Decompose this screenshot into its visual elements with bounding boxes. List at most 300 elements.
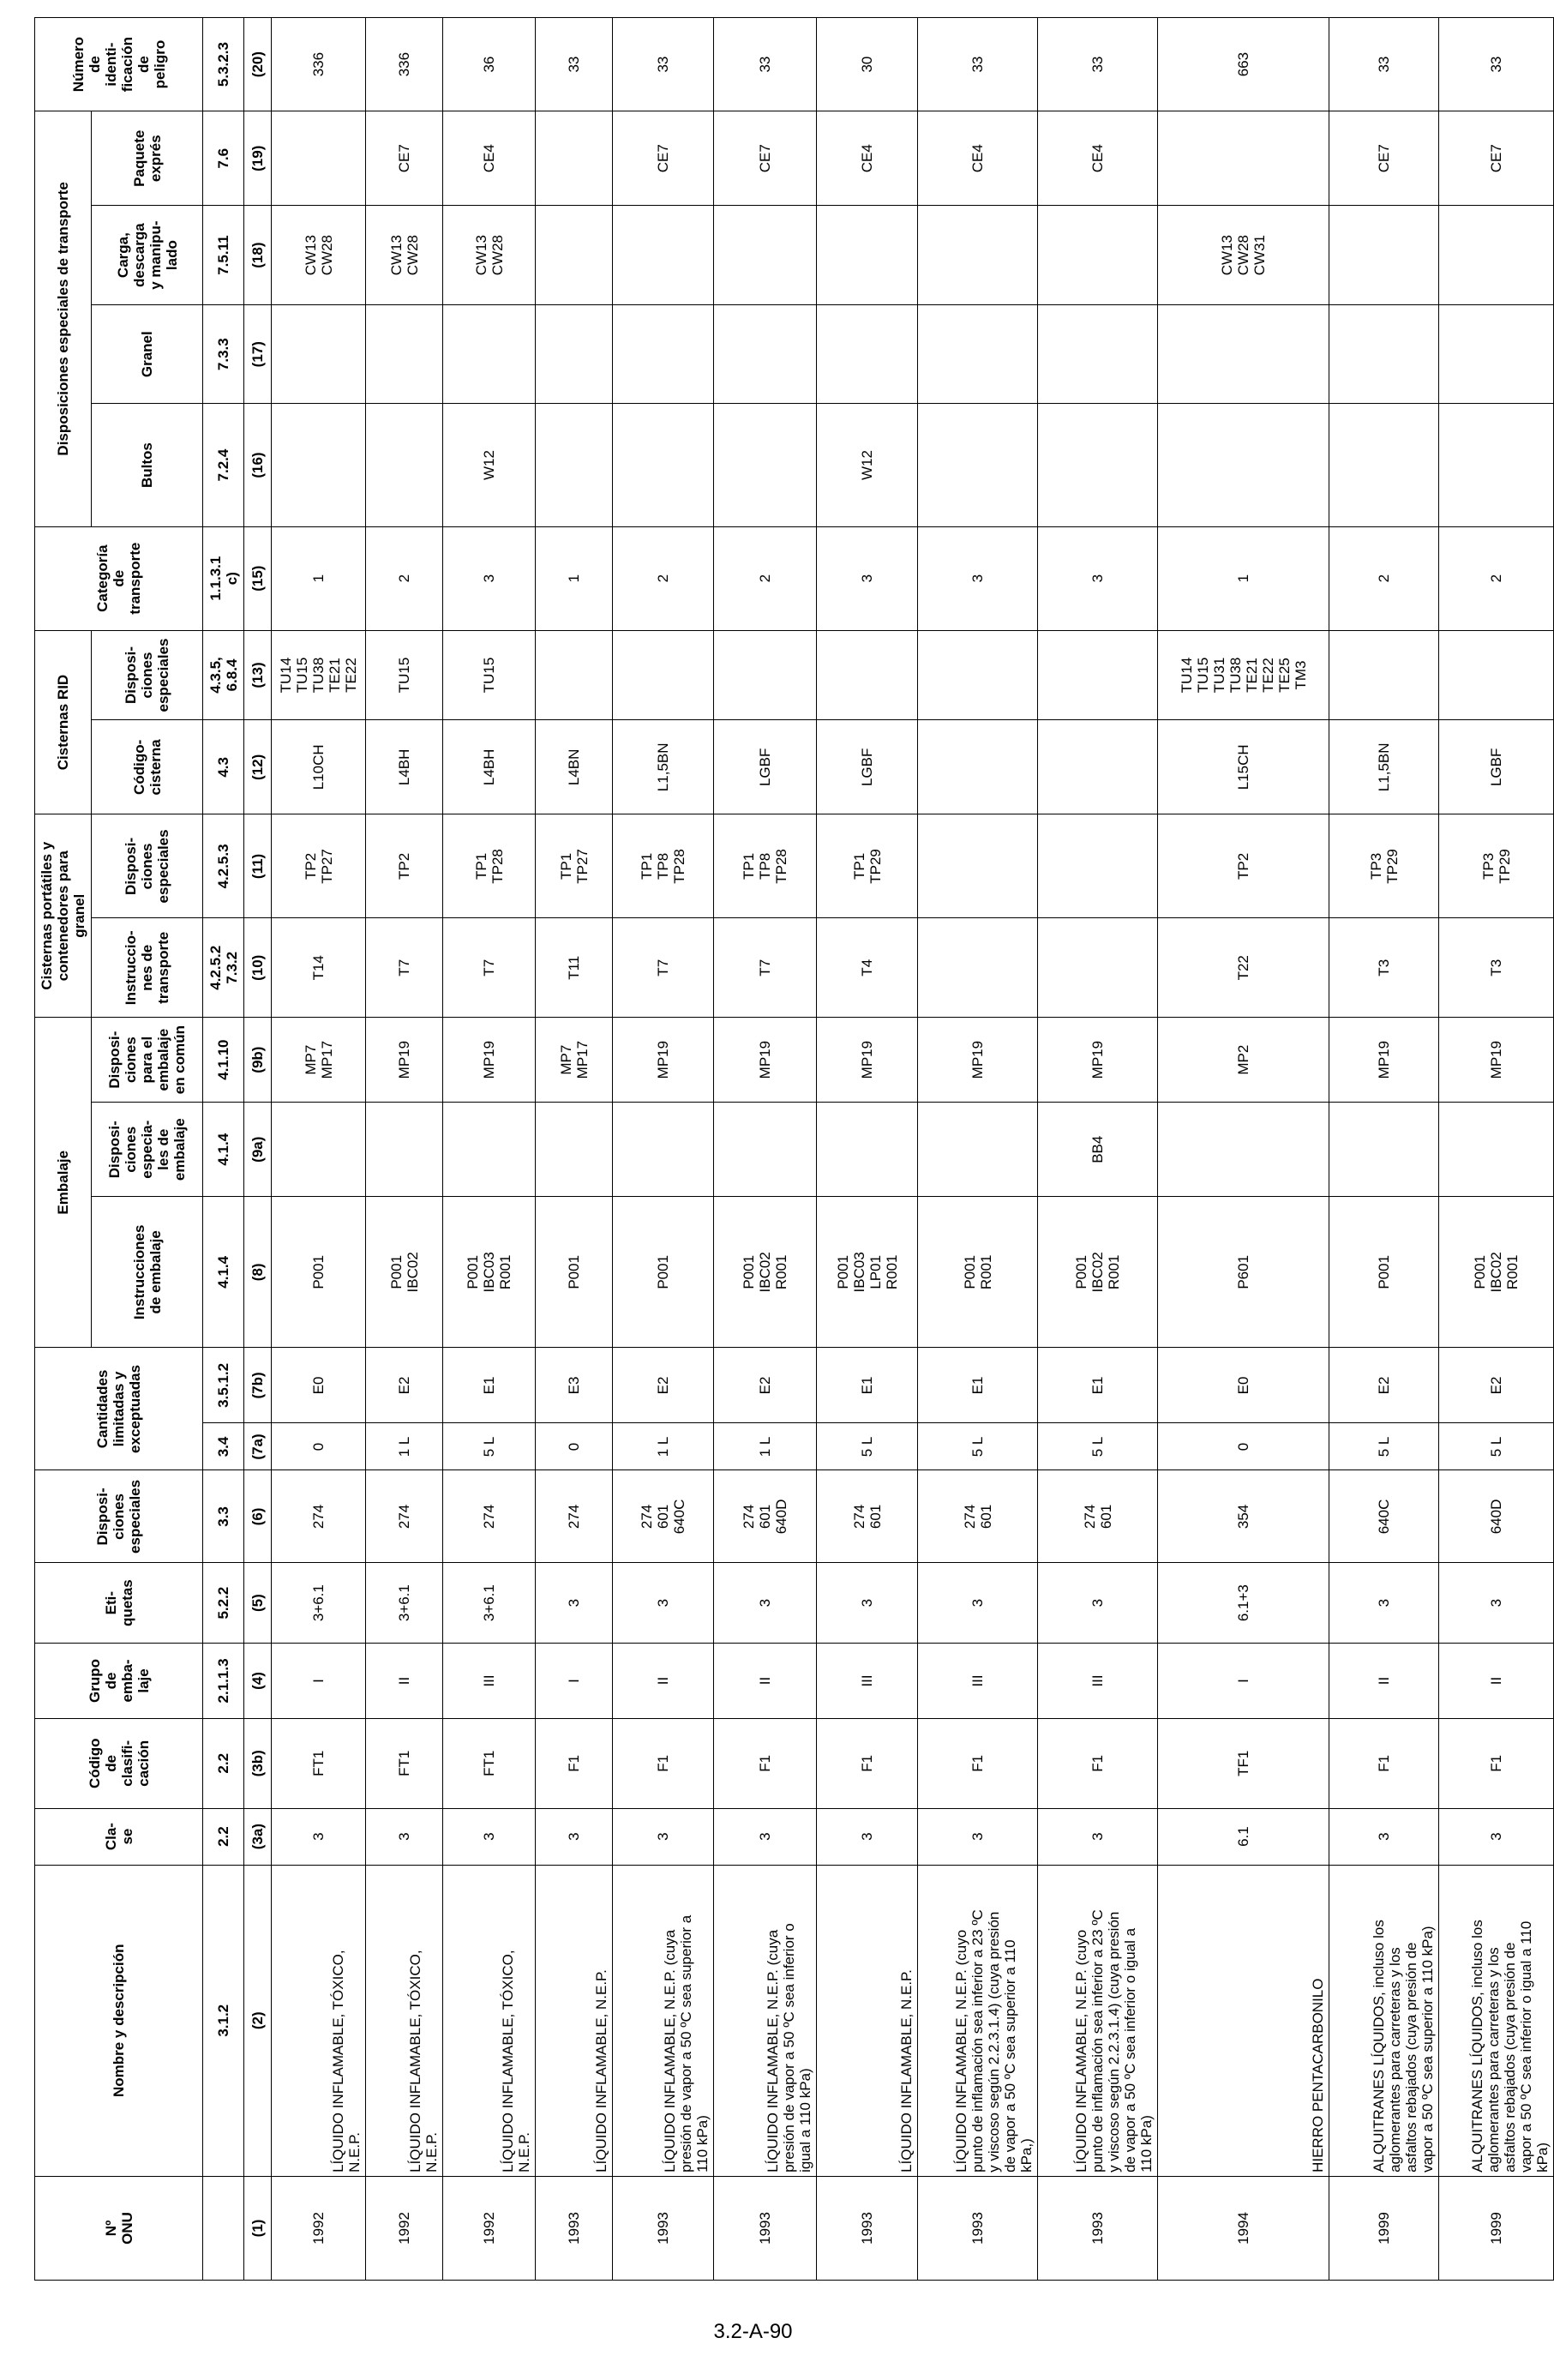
header-grupo: Grupo de emba- laje (35, 1643, 203, 1718)
data-cell: CE4 (817, 111, 918, 206)
substance-name-cell: LÍQUIDO INFLAMABLE, N.E.P. (cuya presión de vapor a 50 ºC sea inferior o igual a 110 kPa) (714, 1865, 817, 2176)
data-cell: 3 (443, 1808, 536, 1865)
colnum-cell: (11) (244, 814, 272, 918)
data-cell: 3 (272, 1808, 366, 1865)
data-cell: 1999 (1329, 2176, 1439, 2280)
data-cell (272, 1103, 366, 1197)
colnum-cell: (3a) (244, 1808, 272, 1865)
data-cell: TF1 (1158, 1718, 1329, 1808)
data-cell: F1 (1439, 1718, 1554, 1808)
data-cell (817, 630, 918, 720)
ref-cell: 5.2.2 (203, 1563, 244, 1644)
data-cell (613, 304, 714, 404)
data-cell: P001 IBC02 R001 (1038, 1197, 1158, 1348)
colnum-cell: (6) (244, 1470, 272, 1563)
data-cell: CE7 (1329, 111, 1439, 206)
colnum-cell: (2) (244, 1865, 272, 2176)
data-cell: 663 (1158, 18, 1329, 111)
data-cell: 3 (536, 1808, 613, 1865)
data-cell: 1 (1158, 526, 1329, 630)
ref-cell: 2.2 (203, 1718, 244, 1808)
data-cell: 640C (1329, 1470, 1439, 1563)
data-cell (918, 206, 1038, 305)
colnum-cell: (3b) (244, 1718, 272, 1808)
table-row (366, 18, 443, 2281)
table-row (613, 18, 714, 2281)
data-cell: 5 L (1439, 1423, 1554, 1470)
data-cell: 3+6.1 (272, 1563, 366, 1644)
data-cell: 1999 (1439, 2176, 1554, 2280)
data-cell: E0 (272, 1348, 366, 1423)
data-cell: P001 (536, 1197, 613, 1348)
ref-cell: 1.1.3.1 c) (203, 526, 244, 630)
data-cell: T11 (536, 918, 613, 1018)
data-cell (1038, 404, 1158, 526)
data-cell: TP1 TP8 TP28 (613, 814, 714, 918)
rotated-table-container (34, 17, 1551, 2281)
data-cell: 1993 (714, 2176, 817, 2280)
data-cell: E1 (918, 1348, 1038, 1423)
ref-cell: 3.5.1.2 (203, 1348, 244, 1423)
data-cell (1329, 1103, 1439, 1197)
table-row (1158, 18, 1329, 2281)
header-cisternas-rid: Cisternas RID (35, 630, 92, 814)
colnum-cell: (1) (244, 2176, 272, 2280)
data-cell: 33 (918, 18, 1038, 111)
data-cell: 30 (817, 18, 918, 111)
data-cell: III (918, 1643, 1038, 1718)
data-cell (1038, 304, 1158, 404)
data-cell (1038, 918, 1158, 1018)
ref-cell: 7.5.11 (203, 206, 244, 305)
data-cell: E1 (443, 1348, 536, 1423)
data-cell: 1 L (366, 1423, 443, 1470)
data-cell: 3 (918, 1808, 1038, 1865)
data-cell: F1 (1329, 1718, 1439, 1808)
header-carga: Carga, descarga y manipu- lado (92, 206, 203, 305)
data-cell: 2 (714, 526, 817, 630)
data-cell (613, 404, 714, 526)
data-cell: 274 (272, 1470, 366, 1563)
header-numero-id: Número de identi- ficación de peligro (35, 18, 203, 111)
data-cell (918, 630, 1038, 720)
table-row (1329, 18, 1439, 2281)
data-cell: 1993 (1038, 2176, 1158, 2280)
data-cell (918, 304, 1038, 404)
data-cell: 1992 (443, 2176, 536, 2280)
data-cell: 3 (714, 1563, 817, 1644)
data-cell: MP19 (613, 1018, 714, 1103)
table-row (918, 18, 1038, 2281)
colnum-cell: (9a) (244, 1103, 272, 1197)
colnum-cell: (4) (244, 1643, 272, 1718)
data-cell (536, 206, 613, 305)
data-cell: F1 (1038, 1718, 1158, 1808)
substance-name-cell: LÍQUIDO INFLAMABLE, N.E.P. (817, 1865, 918, 2176)
data-cell (536, 111, 613, 206)
colnum-cell: (10) (244, 918, 272, 1018)
header-name: Nombre y descripción (35, 1865, 203, 2176)
table-row (817, 18, 918, 2281)
column-number-row (244, 18, 272, 2281)
data-cell: P001 (1329, 1197, 1439, 1348)
data-cell: 33 (536, 18, 613, 111)
data-cell: 336 (272, 18, 366, 111)
ref-cell: 3.1.2 (203, 1865, 244, 2176)
data-cell (1439, 1103, 1554, 1197)
data-cell: 3 (443, 526, 536, 630)
data-cell: TP2 (366, 814, 443, 918)
colnum-cell: (20) (244, 18, 272, 111)
header-disp-esp-rid: Disposi- ciones especiales (92, 630, 203, 720)
data-cell: 274 601 (1038, 1470, 1158, 1563)
data-cell: TP1 TP8 TP28 (714, 814, 817, 918)
data-cell: 3 (918, 1563, 1038, 1644)
data-cell: E2 (1439, 1348, 1554, 1423)
data-cell: CE4 (1038, 111, 1158, 206)
colnum-cell: (5) (244, 1563, 272, 1644)
data-cell: 640D (1439, 1470, 1554, 1563)
data-cell: 274 601 (817, 1470, 918, 1563)
data-cell: E0 (1158, 1348, 1329, 1423)
data-cell: 2 (1439, 526, 1554, 630)
data-cell: CW13 CW28 CW31 (1158, 206, 1329, 305)
header-paquete: Paquete exprés (92, 111, 203, 206)
data-cell: W12 (443, 404, 536, 526)
header-cantidades: Cantidades limitadas y exceptuadas (35, 1348, 203, 1470)
data-cell (366, 404, 443, 526)
data-cell: FT1 (366, 1718, 443, 1808)
header-instr-emb: Instrucciones de embalaje (92, 1197, 203, 1348)
data-cell: 3 (1329, 1563, 1439, 1644)
data-cell: 5 L (443, 1423, 536, 1470)
data-cell: F1 (613, 1718, 714, 1808)
colnum-cell: (16) (244, 404, 272, 526)
substance-name-cell: HIERRO PENTACARBONILO (1158, 1865, 1329, 2176)
data-cell: E1 (1038, 1348, 1158, 1423)
data-cell: II (366, 1643, 443, 1718)
data-cell: P001 (613, 1197, 714, 1348)
data-cell: TP1 TP29 (817, 814, 918, 918)
data-cell: E2 (366, 1348, 443, 1423)
data-cell: CE7 (714, 111, 817, 206)
data-cell: CW13 CW28 (366, 206, 443, 305)
data-cell (1038, 814, 1158, 918)
data-cell: I (536, 1643, 613, 1718)
ref-cell: 2.1.1.3 (203, 1643, 244, 1718)
data-cell: 0 (536, 1423, 613, 1470)
data-cell: 3 (817, 526, 918, 630)
data-cell (918, 1103, 1038, 1197)
data-cell: TP1 TP27 (536, 814, 613, 918)
data-cell: 3 (613, 1808, 714, 1865)
substance-name-cell: LÍQUIDO INFLAMABLE, TÓXICO, N.E.P. (272, 1865, 366, 2176)
data-cell: L1,5BN (1329, 720, 1439, 814)
data-cell (366, 1103, 443, 1197)
colnum-cell: (7a) (244, 1423, 272, 1470)
colnum-cell: (13) (244, 630, 272, 720)
data-cell: II (1329, 1643, 1439, 1718)
data-cell: MP19 (1439, 1018, 1554, 1103)
data-cell: E2 (714, 1348, 817, 1423)
data-cell: 1994 (1158, 2176, 1329, 2280)
data-cell (1439, 304, 1554, 404)
data-cell (1158, 404, 1329, 526)
data-cell (536, 1103, 613, 1197)
data-cell (1038, 206, 1158, 305)
data-cell (1038, 630, 1158, 720)
data-cell: T22 (1158, 918, 1329, 1018)
dangerous-goods-table (34, 17, 1554, 2281)
substance-name-cell: ALQUITRANES LÍQUIDOS, incluso los aglomerantes para carreteras y los asfaltos rebajados (cuya presión de vapor a 50 ºC sea inferior o igual a 110 kPa) (1439, 1865, 1554, 2176)
data-cell: I (1158, 1643, 1329, 1718)
data-cell (714, 404, 817, 526)
data-cell (613, 630, 714, 720)
data-cell: 0 (272, 1423, 366, 1470)
data-cell: P001 IBC03 R001 (443, 1197, 536, 1348)
table-row (1439, 18, 1554, 2281)
data-cell: T4 (817, 918, 918, 1018)
colnum-cell: (19) (244, 111, 272, 206)
data-cell: T14 (272, 918, 366, 1018)
data-cell: F1 (918, 1718, 1038, 1808)
data-cell: MP2 (1158, 1018, 1329, 1103)
ref-cell: 7.2.4 (203, 404, 244, 526)
ref-cell: 7.6 (203, 111, 244, 206)
header-granel: Granel (92, 304, 203, 404)
data-cell: CE4 (918, 111, 1038, 206)
data-cell: 1 (272, 526, 366, 630)
data-cell: 3 (1038, 1563, 1158, 1644)
data-cell (1329, 304, 1439, 404)
data-cell (1158, 1103, 1329, 1197)
data-cell: W12 (817, 404, 918, 526)
data-cell: T7 (714, 918, 817, 1018)
data-cell: MP7 MP17 (272, 1018, 366, 1103)
data-cell: CE4 (443, 111, 536, 206)
data-cell: 6.1+3 (1158, 1563, 1329, 1644)
data-cell: 274 601 640C (613, 1470, 714, 1563)
data-cell: TP3 TP29 (1329, 814, 1439, 918)
header-disp-transp: Disposiciones especiales de transporte (35, 111, 92, 526)
data-cell: MP19 (714, 1018, 817, 1103)
data-cell: 1993 (536, 2176, 613, 2280)
data-cell: 3 (366, 1808, 443, 1865)
data-cell (1038, 720, 1158, 814)
data-cell: L4BN (536, 720, 613, 814)
substance-name-cell: LÍQUIDO INFLAMABLE, N.E.P. (536, 1865, 613, 2176)
data-cell: CW13 CW28 (272, 206, 366, 305)
data-cell: 336 (366, 18, 443, 111)
table-row (443, 18, 536, 2281)
data-cell: 3 (1439, 1808, 1554, 1865)
data-cell: CE7 (366, 111, 443, 206)
data-cell: 3+6.1 (366, 1563, 443, 1644)
data-cell: 1992 (366, 2176, 443, 2280)
table-row (536, 18, 613, 2281)
header-instr-transp: Instruccio- nes de transporte (92, 918, 203, 1018)
header-etiquetas: Eti- quetas (35, 1563, 203, 1644)
data-cell: II (714, 1643, 817, 1718)
data-cell: BB4 (1038, 1103, 1158, 1197)
data-cell: MP19 (1329, 1018, 1439, 1103)
data-cell: E2 (1329, 1348, 1439, 1423)
data-cell: FT1 (443, 1718, 536, 1808)
data-cell (1329, 404, 1439, 526)
ref-cell: 4.2.5.2 7.3.2 (203, 918, 244, 1018)
data-cell (817, 206, 918, 305)
data-cell: 1992 (272, 2176, 366, 2280)
data-cell (817, 1103, 918, 1197)
data-cell: 33 (613, 18, 714, 111)
header-codigo-cist: Código- cisterna (92, 720, 203, 814)
data-cell (613, 206, 714, 305)
data-cell: P001 IBC02 R001 (1439, 1197, 1554, 1348)
data-cell (918, 918, 1038, 1018)
data-cell: TP2 TP27 (272, 814, 366, 918)
data-cell (1439, 206, 1554, 305)
data-cell: MP7 MP17 (536, 1018, 613, 1103)
data-cell: LGBF (817, 720, 918, 814)
data-cell: TU14 TU15 TU38 TE21 TE22 (272, 630, 366, 720)
data-cell: MP19 (443, 1018, 536, 1103)
ref-cell: 3.3 (203, 1470, 244, 1563)
data-cell (272, 304, 366, 404)
header-disp-comun: Disposi- ciones para el embalaje en común (92, 1018, 203, 1103)
data-cell: T7 (443, 918, 536, 1018)
data-cell: L15CH (1158, 720, 1329, 814)
data-cell: MP19 (366, 1018, 443, 1103)
ref-cell: 2.2 (203, 1808, 244, 1865)
data-cell: 274 601 640D (714, 1470, 817, 1563)
header-clase: Cla- se (35, 1808, 203, 1865)
data-cell: P001 IBC03 LP01 R001 (817, 1197, 918, 1348)
data-cell (918, 720, 1038, 814)
data-cell (443, 304, 536, 404)
data-cell (1158, 304, 1329, 404)
data-cell: 1993 (613, 2176, 714, 2280)
ref-cell: 4.2.5.3 (203, 814, 244, 918)
data-cell: P001 (272, 1197, 366, 1348)
data-cell: TP2 (1158, 814, 1329, 918)
data-cell: 33 (1038, 18, 1158, 111)
ref-cell: 4.1.4 (203, 1197, 244, 1348)
ref-cell: 7.3.3 (203, 304, 244, 404)
colnum-cell: (15) (244, 526, 272, 630)
ref-cell: 4.1.10 (203, 1018, 244, 1103)
table-row (272, 18, 366, 2281)
data-cell: 5 L (1038, 1423, 1158, 1470)
data-cell: 3 (918, 526, 1038, 630)
data-cell (714, 304, 817, 404)
header-onu: Nº ONU (35, 2176, 203, 2280)
data-cell: 33 (1439, 18, 1554, 111)
data-cell: P601 (1158, 1197, 1329, 1348)
data-cell (443, 1103, 536, 1197)
data-cell: 3 (1038, 1808, 1158, 1865)
data-cell: LGBF (1439, 720, 1554, 814)
data-cell: F1 (817, 1718, 918, 1808)
header-disp-esp-emb: Disposi- ciones especia- les de embalaje (92, 1103, 203, 1197)
data-cell: 1 L (714, 1423, 817, 1470)
data-cell: 3 (817, 1563, 918, 1644)
data-cell (1329, 630, 1439, 720)
data-cell (536, 630, 613, 720)
data-cell (918, 814, 1038, 918)
data-cell (1329, 206, 1439, 305)
header-disp-esp: Disposi- ciones especiales (35, 1470, 203, 1563)
data-cell: 33 (1329, 18, 1439, 111)
data-cell: L4BH (366, 720, 443, 814)
data-cell: F1 (714, 1718, 817, 1808)
data-cell (536, 304, 613, 404)
data-cell: P001 R001 (918, 1197, 1038, 1348)
data-cell: L10CH (272, 720, 366, 814)
data-cell (1439, 404, 1554, 526)
data-cell: L4BH (443, 720, 536, 814)
substance-name-cell: ALQUITRANES LÍQUIDOS, incluso los aglomerantes para carreteras y los asfaltos rebajados (cuya presión de vapor a 50 ºC sea superior a 110 kPa) (1329, 1865, 1439, 2176)
data-cell: 274 (536, 1470, 613, 1563)
header-embalaje: Embalaje (35, 1018, 92, 1348)
data-cell: TP1 TP28 (443, 814, 536, 918)
data-cell: T7 (366, 918, 443, 1018)
data-cell (366, 304, 443, 404)
colnum-cell: (9b) (244, 1018, 272, 1103)
substance-name-cell: LÍQUIDO INFLAMABLE, N.E.P. (cuyo punto de inflamación sea inferior a 23 ºC y viscoso según 2.2.3.1.4) (cuya presión de vapor a 50 ºC sea inferior o igual a 110 kPa) (1038, 1865, 1158, 2176)
data-cell (714, 630, 817, 720)
data-cell: LGBF (714, 720, 817, 814)
data-cell: 3 (1329, 1808, 1439, 1865)
data-cell: II (613, 1643, 714, 1718)
data-cell: CW13 CW28 (443, 206, 536, 305)
data-cell: 5 L (918, 1423, 1038, 1470)
data-cell: FT1 (272, 1718, 366, 1808)
data-cell: L1,5BN (613, 720, 714, 814)
ref-cell (203, 2176, 244, 2280)
data-cell: E2 (613, 1348, 714, 1423)
data-cell (1158, 111, 1329, 206)
data-cell: III (1038, 1643, 1158, 1718)
data-cell: T3 (1439, 918, 1554, 1018)
data-cell (272, 111, 366, 206)
data-cell: 3 (1038, 526, 1158, 630)
data-cell (714, 206, 817, 305)
data-cell: 0 (1158, 1423, 1329, 1470)
data-cell: 6.1 (1158, 1808, 1329, 1865)
data-cell (918, 404, 1038, 526)
data-cell: T7 (613, 918, 714, 1018)
data-cell: 5 L (1329, 1423, 1439, 1470)
substance-name-cell: LÍQUIDO INFLAMABLE, N.E.P. (cuya presión de vapor a 50 ºC sea superior a 110 kPa) (613, 1865, 714, 2176)
data-cell: 3+6.1 (443, 1563, 536, 1644)
data-cell: MP19 (1038, 1018, 1158, 1103)
reference-row (203, 18, 244, 2281)
table-row (714, 18, 817, 2281)
data-cell: 3 (536, 1563, 613, 1644)
data-cell: 2 (613, 526, 714, 630)
substance-name-cell: LÍQUIDO INFLAMABLE, N.E.P. (cuyo punto de inflamación sea inferior a 23 ºC y viscoso según 2.2.3.1.4) (cuya presión de vapor a 50 ºC sea superior a 110 kPa,) (918, 1865, 1038, 2176)
data-cell: 2 (366, 526, 443, 630)
data-cell: TU15 (443, 630, 536, 720)
ref-cell: 5.3.2.3 (203, 18, 244, 111)
ref-cell: 4.3.5, 6.8.4 (203, 630, 244, 720)
ref-cell: 3.4 (203, 1423, 244, 1470)
data-cell: E1 (817, 1348, 918, 1423)
data-cell: 3 (714, 1808, 817, 1865)
data-cell: 3 (817, 1808, 918, 1865)
data-cell: P001 IBC02 (366, 1197, 443, 1348)
header-categoria: Categoría de transporte (35, 526, 203, 630)
